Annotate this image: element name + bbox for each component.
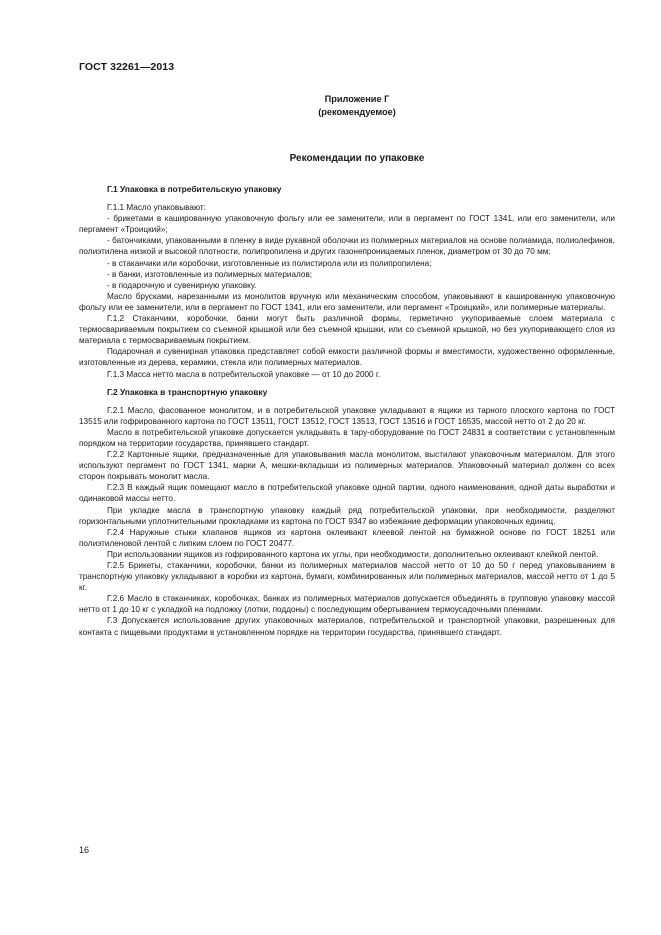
section-heading: Г.1 Упаковка в потребительскую упаковку [107, 184, 282, 194]
paragraph: Г.1.2 Стаканчики, коробочки, банки могут быть различной формы, герметично укупориваемые слоем материала с термосвариваемым покрытием со съемной крышкой или без съемной крышки, или со съемной крышкой, но без укупоривающего слоя из материала с термосвариваемым покрытием. [79, 314, 615, 346]
paragraph: Г.1.1 Масло упаковывают: [107, 203, 206, 213]
appendix-block [79, 93, 635, 119]
paragraph: - в банки, изготовленные из полимерных материалов; [107, 269, 313, 279]
page-number: 16 [79, 845, 90, 855]
paragraph: При использовании ящиков из гофрированного картона их углы, при необходимости, дополнительно оклеивают клейкой лентой. [107, 549, 599, 559]
paragraph: Г.2.4 Наружные стыки клапанов ящиков из картона оклеивают клеевой лентой на бумажной основе по ГОСТ 18251 или полиэтиленовой лентой с липким слоем по ГОСТ 20477. [79, 527, 615, 548]
standard-header: ГОСТ 32261—2013 [79, 61, 175, 73]
paragraph: Масло брусками, нарезанными из монолитов вручную или механическим способом, упаковывают в кашированную упаковочную фольгу или ее заменители, или в пергамент по ГОСТ 1341, или его заменители, или пергамент «Троицкий», или полимерные материалы. [79, 291, 615, 312]
document-title: Рекомендации по упаковке [289, 153, 425, 164]
paragraph: Масло в потребительской упаковке допускается укладывать в тару-оборудование по ГОСТ 24831 в соответствии с установленным порядком на территории государства, принявшего стандарт. [79, 427, 615, 448]
paragraph: - в стаканчики или коробочки, изготовленные из полистирола или из полипропилена; [107, 258, 432, 268]
paragraph: - брикетами в кашированную упаковочную фольгу или ее заменители, или в пергамент по ГОСТ 1341, или его заменители, или пергамент «Троицкий»; [79, 214, 615, 235]
appendix-title: Приложение Г [324, 94, 390, 104]
paragraph: Г.2.5 Брикеты, стаканчики, коробочки, банки из полимерных материалов массой нетто от 10 до 50 г перед упаковыванием в транспортную упаковку укладывают в коробки из картона, бумаги, комбинированных или полимерных материалов, массой нетто от 1 до 5 кг. [79, 561, 615, 593]
paragraph: Г.2.2 Картонные ящики, предназначенные для упаковывания масла монолитом, выстилают упаковочным материалом. Для этого используют пергамент по ГОСТ 1341, марки А, мешки-вкладыши из полимерных материалов. Упаковочный материал должен со всех сторон покрывать монолит масла. [79, 450, 615, 482]
paragraph: Г.2.1 Масло, фасованное монолитом, и в потребительской упаковке укладывают в ящики из тарного плоского картона по ГОСТ 13515 или гофрированного картона по ГОСТ 13511, ГОСТ 13512, ГОСТ 13513, ГОСТ 13516 и ГОСТ 16535, массой нетто от 2 до 20 кг. [79, 405, 615, 426]
document-body [79, 184, 615, 638]
section-heading: Г.2 Упаковка в транспортную упаковку [107, 386, 268, 397]
paragraph: Г.3 Допускается использование других упаковочных материалов, потребительской и транспортной упаковки, разрешенных для контакта с пищевыми продуктами в установленном порядке на территории государства, принявшего стандарт. [79, 616, 615, 637]
paragraph: При укладке масла в транспортную упаковку каждый ряд потребительской упаковки, при необходимости, разделяют горизонтальными уплотнительными прокладками из картона по ГОСТ 9347 во избежание деформации упаковочных единиц. [79, 505, 615, 526]
appendix-subtitle: (рекомендуемое) [318, 107, 396, 117]
paragraph: Подарочная и сувенирная упаковка представляет собой емкости различной формы и вместимости, художественно оформленные, изготовленные из дерева, керамики, стекла или полимерных материалов. [79, 347, 615, 368]
paragraph: - в подарочную и сувенирную упаковку. [107, 280, 257, 290]
paragraph: Г.2.6 Масло в стаканчиках, коробочках, банках из полимерных материалов допускается объединять в групповую упаковку массой нетто от 1 до 10 кг с укладкой на подложку (лотки, поддоны) с последующим обертыванием термоусадочными пленками. [79, 594, 615, 615]
paragraph: Г.1.3 Масса нетто масла в потребительской упаковке — от 10 до 2000 г. [107, 369, 381, 379]
paragraph: - батончиками, упакованными в пленку в виде рукавной оболочки из полимерных материалов на основе полиамида, полиолефинов, полиэтилена низкой и высокой плотности, полипропилена и других газонепроницаемых пленок, диаметром от 30 до 70 мм; [79, 236, 615, 257]
paragraph: Г.2.3 В каждый ящик помещают масло в потребительской упаковке одной партии, одного наименования, одной даты выработки и одинаковой массы нетто. [79, 483, 615, 504]
